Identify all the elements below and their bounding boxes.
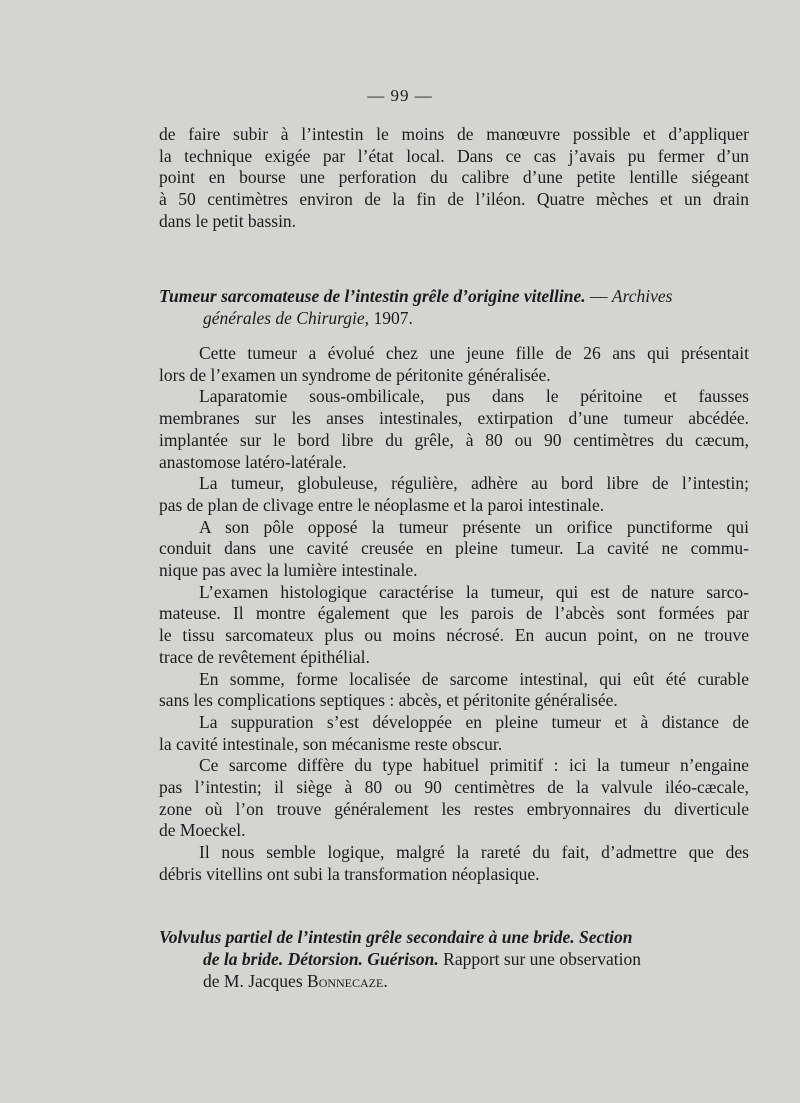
section2-line2 <box>159 948 751 970</box>
text-line: point en bourse une perforation du calibre d’une petite lentille siégeant <box>159 167 749 188</box>
source-continuation <box>159 307 751 329</box>
text-line: pas de plan de clivage entre le néoplasme et la paroi intestinale. <box>159 494 605 515</box>
section2-title-line2: de la bride. Détorsion. Guérison. <box>203 949 439 969</box>
text-line: nique pas avec la lumière intestinale. <box>159 560 418 581</box>
text-line: pas l’intestin; il siège à 80 ou 90 centimètres de la valvule iléo-cæcale, <box>159 777 749 798</box>
source-journal-cont: générales de Chirurgie, <box>203 308 370 328</box>
text-line: Il nous semble logique, malgré la rareté du fait, d’admettre que des <box>199 842 749 863</box>
text-line: Ce sarcome diffère du type habituel primitif : ici la tumeur n’engaine <box>199 755 749 776</box>
text-line: zone où l’on trouve généralement les restes embryonnaires du diverticule <box>159 798 749 819</box>
title-dash: — <box>585 286 612 306</box>
text-line: de Moeckel. <box>159 820 246 841</box>
text-line: Laparatomie sous-ombilicale, pus dans le péritoine et fausses <box>199 386 749 407</box>
text-line: L’examen histologique caractérise la tumeur, qui est de nature sarco- <box>199 581 749 602</box>
text-line: trace de revêtement épithélial. <box>159 646 370 667</box>
text-line: implantée sur le bord libre du grêle, à 80 ou 90 centimètres du cæcum, <box>159 429 749 450</box>
section2-report: Rapport sur une observation <box>438 949 641 969</box>
section2-line3 <box>159 970 751 992</box>
text-line: la technique exigée par l’état local. Dans ce cas j’avais pu fermer d’un <box>159 145 749 166</box>
section2-line3-suffix: . <box>383 971 388 991</box>
section-title: Tumeur sarcomateuse de l’intestin grêle d’origine vitelline. <box>159 286 586 306</box>
source-journal: Archives <box>611 286 673 306</box>
text-line: Cette tumeur a évolué chez une jeune fille de 26 ans qui présentait <box>199 343 749 363</box>
text-line: mateuse. Il montre également que les parois de l’abcès sont formées par <box>159 603 749 624</box>
text-line: La tumeur, globuleuse, régulière, adhère au bord libre de l’intestin; <box>199 473 749 494</box>
text-line: conduit dans une cavité creusée en pleine tumeur. La cavité ne commu- <box>159 538 749 559</box>
text-line: anastomose latéro-latérale. <box>159 451 347 472</box>
section-heading-volvulus <box>159 926 751 992</box>
section-heading-tumeur <box>159 285 751 329</box>
text-line: La suppuration s’est développée en pleine tumeur et à distance de <box>199 711 749 732</box>
page-number: — 99 — <box>367 86 433 105</box>
text-line: le tissu sarcomateux plus ou moins nécrosé. En aucun point, on ne trouve <box>159 625 749 646</box>
text-line: de faire subir à l’intestin le moins de manœuvre possible et d’appliquer <box>159 124 749 144</box>
text-line: lors de l’examen un syndrome de péritonite généralisée. <box>159 364 551 385</box>
source-year: 1907. <box>369 308 413 328</box>
author-name: Bonnecaze <box>307 971 384 991</box>
text-line: A son pôle opposé la tumeur présente un orifice punctiforme qui <box>199 516 749 537</box>
text-line: En somme, forme localisée de sarcome intestinal, qui eût été curable <box>199 668 749 689</box>
section-body-tumeur <box>159 343 749 886</box>
section2-title-line1: Volvulus partiel de l’intestin grêle secondaire à une bride. Section <box>159 927 633 947</box>
text-line: débris vitellins ont subi la transformation néoplasique. <box>159 863 540 884</box>
text-line: sans les complications septiques : abcès, et péritonite généralisée. <box>159 690 618 711</box>
text-line: la cavité intestinale, son mécanisme reste obscur. <box>159 733 503 754</box>
intro-paragraph <box>159 124 749 233</box>
text-line: dans le petit bassin. <box>159 210 297 231</box>
section2-line3-prefix: de M. Jacques <box>203 971 308 991</box>
text-line: à 50 centimètres environ de la fin de l’iléon. Quatre mèches et un drain <box>159 189 749 210</box>
text-line: membranes sur les anses intestinales, extirpation d’une tumeur abcédée. <box>159 408 749 429</box>
